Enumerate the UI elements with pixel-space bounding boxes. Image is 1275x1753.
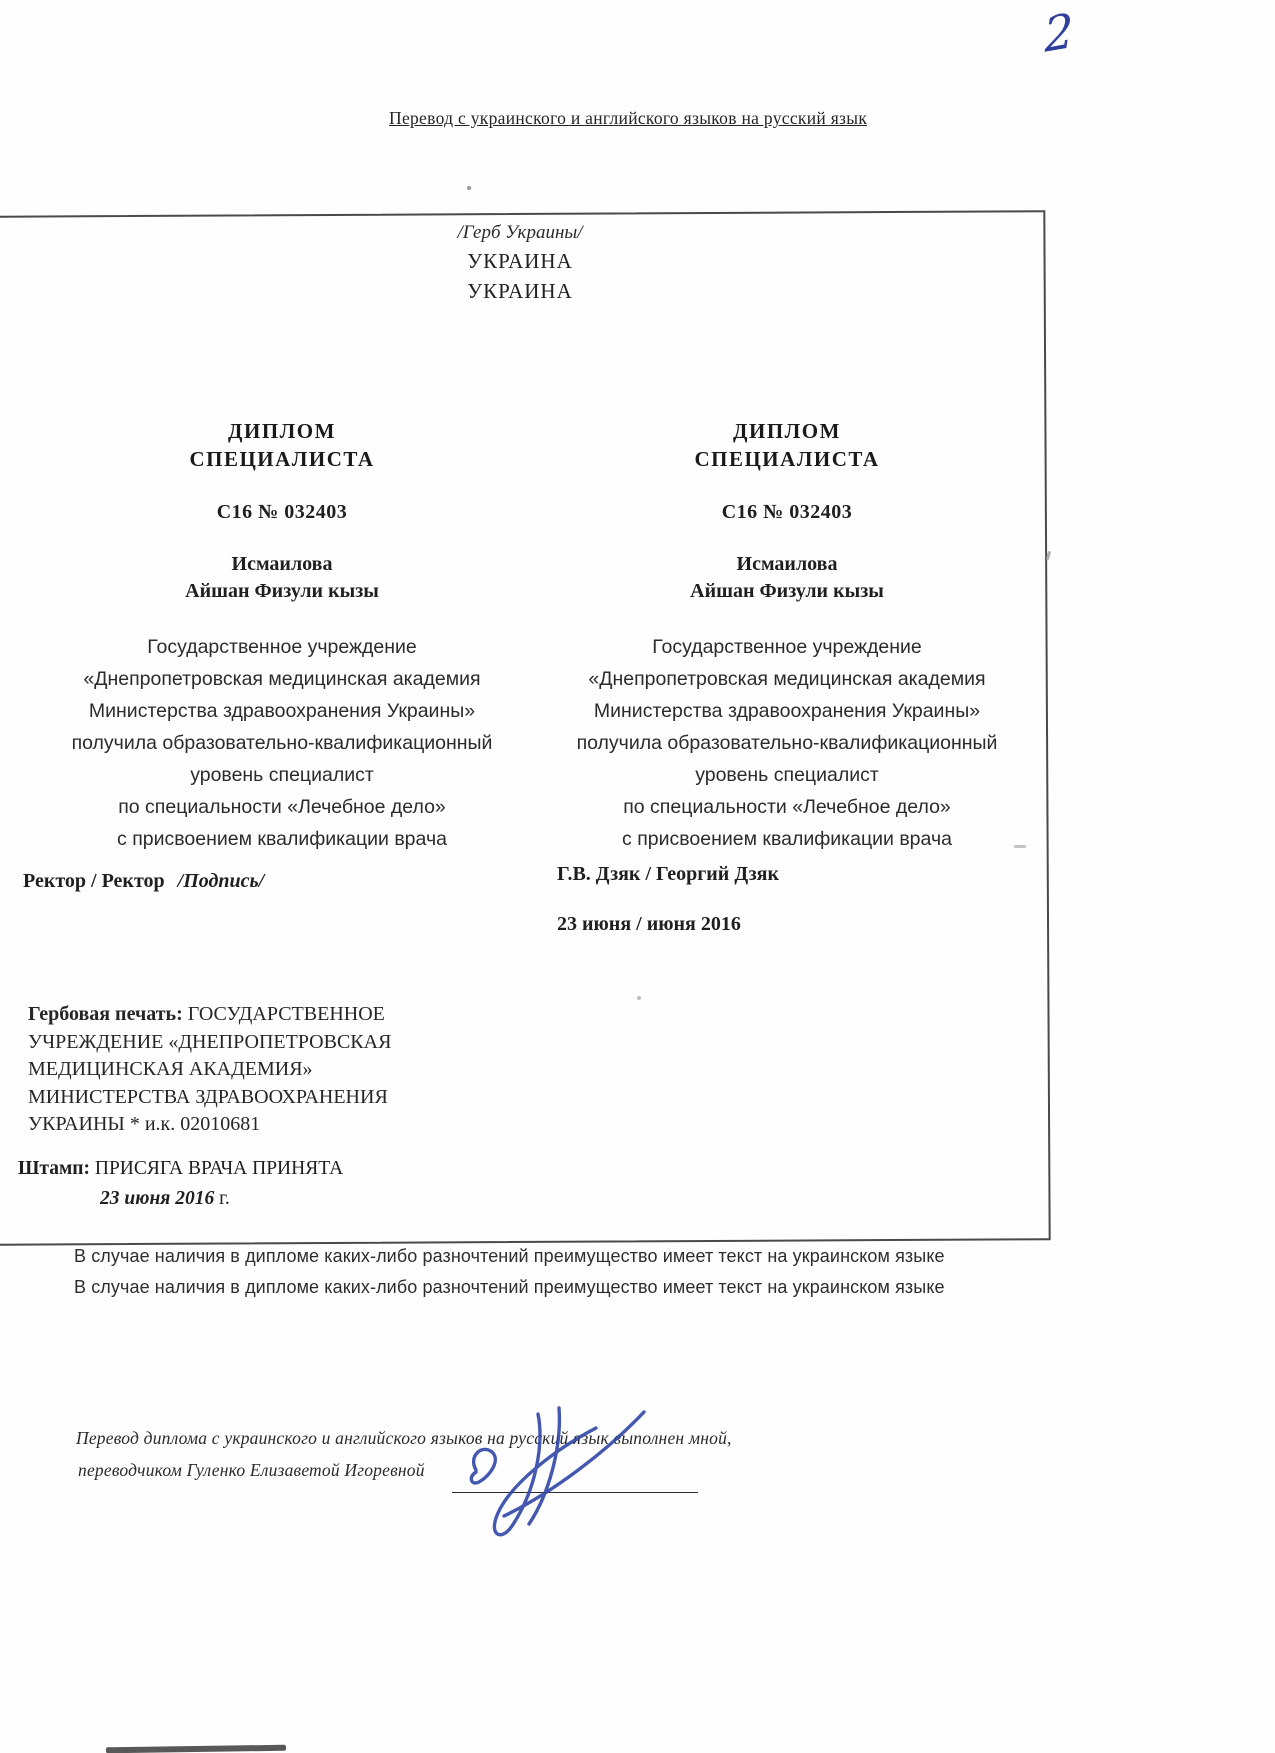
- translator-note-line-2: переводчиком Гуленко Елизаветой Игоревной: [78, 1460, 425, 1480]
- holder-surname: Исмаилова: [736, 553, 838, 575]
- signature-placeholder-note: /Подпись/: [177, 870, 265, 892]
- discrepancy-note-line-2: В случае наличия в дипломе каких-либо разночтений преимущество имеет текст на украинском языке: [74, 1277, 945, 1297]
- scan-speck: [1046, 551, 1051, 560]
- official-seal-description: [28, 1001, 498, 1139]
- body-line: Государственное учреждение: [652, 636, 922, 658]
- stamp-date-suffix: г.: [219, 1188, 230, 1209]
- seal-text-start: ГОСУДАРСТВЕННОЕ: [187, 1003, 385, 1025]
- rector-name-translated: Г.В. Дзяк / Георгий Дзяк: [557, 863, 779, 885]
- coat-of-arms-note: /Герб Украины/: [457, 222, 583, 243]
- discrepancy-note-line-1: В случае наличия в дипломе каких-либо разночтений преимущество имеет текст на украинском языке: [74, 1246, 945, 1266]
- country-name-line-1: УКРАИНА: [467, 249, 573, 273]
- diploma-body-text: [552, 631, 1022, 855]
- diploma-body-text: [47, 631, 517, 855]
- body-line: получила образовательно-квалификационный: [71, 732, 493, 754]
- holder-surname: Исмаилова: [231, 553, 333, 575]
- body-line: Государственное учреждение: [147, 636, 417, 658]
- seal-line-5: УКРАИНЫ * и.к. 02010681: [28, 1113, 261, 1135]
- diploma-serial-number: С16 № 032403: [721, 501, 853, 523]
- country-name-line-2: УКРАИНА: [467, 279, 573, 303]
- diploma-column-left: [47, 417, 517, 855]
- rector-signature-line: [23, 870, 264, 893]
- scan-speck: [1014, 845, 1026, 848]
- body-line: Министерства здравоохранения Украины»: [593, 700, 981, 722]
- doc-type-line-1: ДИПЛОМ: [733, 419, 841, 443]
- body-line: с присвоением квалификации врача: [622, 828, 952, 850]
- diploma-date-line: 23 июня / июня 2016: [557, 913, 741, 935]
- holder-given-names: Айшан Физули кызы: [185, 580, 379, 602]
- body-line: «Днепропетровская медицинская академия: [588, 668, 986, 690]
- handwritten-page-number: 2: [1043, 3, 1075, 64]
- body-line: уровень специалист: [695, 764, 879, 786]
- doc-type-title: [552, 417, 1022, 473]
- doc-type-line-2: СПЕЦИАЛИСТА: [189, 447, 375, 471]
- seal-line-3: МЕДИЦИНСКАЯ АКАДЕМИЯ»: [28, 1058, 313, 1080]
- body-line: «Днепропетровская медицинская академия: [83, 668, 481, 690]
- stamp-date: 23 июня 2016: [100, 1188, 215, 1209]
- body-line: получила образовательно-квалификационный: [576, 732, 998, 754]
- body-line: с присвоением квалификации врача: [117, 828, 447, 850]
- holder-given-names: Айшан Физули кызы: [690, 580, 884, 602]
- stamp-description: [18, 1158, 343, 1180]
- body-line: по специальности «Лечебное дело»: [623, 796, 951, 818]
- doc-type-title: [47, 417, 517, 473]
- translation-header: Перевод с украинского и английского языков на русский язык: [389, 108, 868, 128]
- doc-type-line-1: ДИПЛОМ: [228, 419, 336, 443]
- body-line: уровень специалист: [190, 764, 374, 786]
- scan-speck: [467, 186, 471, 190]
- diploma-serial-number: С16 № 032403: [216, 501, 348, 523]
- body-line: Министерства здравоохранения Украины»: [88, 700, 476, 722]
- diploma-holder-name: [552, 551, 1022, 605]
- diploma-holder-name: [47, 551, 517, 605]
- translator-note-line-1: Перевод диплома с украинского и английского языков на русский язык выполнен мной,: [76, 1428, 732, 1448]
- seal-label: Гербовая печать:: [28, 1003, 183, 1025]
- stamp-date-line: [100, 1188, 230, 1210]
- seal-line-4: МИНИСТЕРСТВА ЗДРАВООХРАНЕНИЯ: [28, 1085, 388, 1108]
- seal-line-2: УЧРЕЖДЕНИЕ «ДНЕПРОПЕТРОВСКАЯ: [28, 1030, 392, 1053]
- scan-edge-mark: [106, 1745, 286, 1753]
- rector-label: Ректор / Ректор: [23, 870, 165, 892]
- diploma-column-right: [552, 417, 1022, 855]
- stamp-text: ПРИСЯГА ВРАЧА ПРИНЯТА: [94, 1158, 344, 1179]
- translator-signature-icon: [438, 1392, 672, 1554]
- seal-line-1: [28, 1001, 498, 1029]
- body-line: по специальности «Лечебное дело»: [118, 796, 446, 818]
- scan-speck: [637, 996, 641, 1000]
- doc-type-line-2: СПЕЦИАЛИСТА: [694, 447, 880, 471]
- coat-of-arms-block: [280, 219, 760, 306]
- stamp-label: Штамп:: [18, 1158, 90, 1179]
